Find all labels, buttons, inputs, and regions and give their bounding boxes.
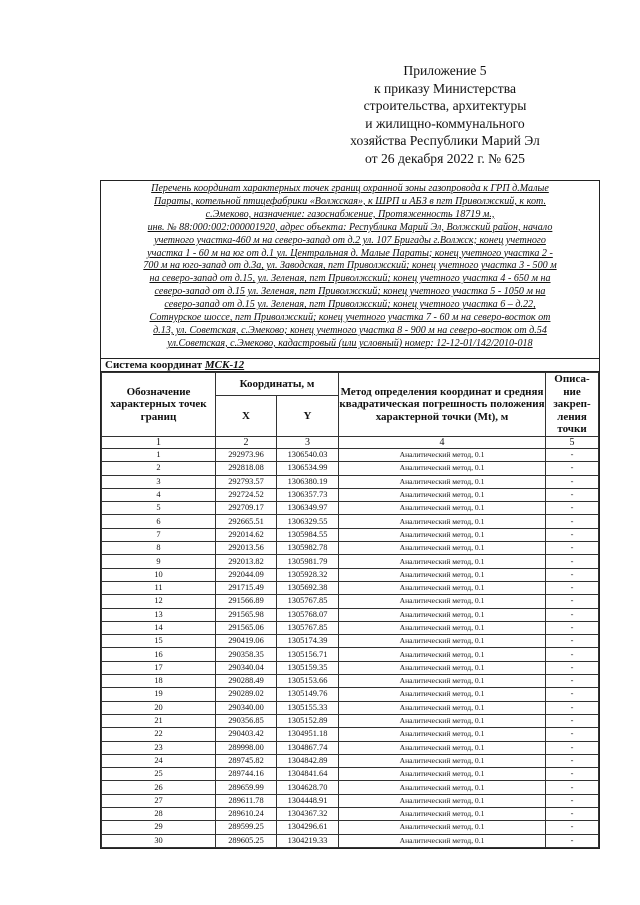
coord-y: 1304951.18: [277, 728, 339, 741]
point-number: 29: [102, 821, 216, 834]
table-row: [102, 781, 599, 794]
coord-y: 1306380.19: [277, 475, 339, 488]
coord-y: 1305767.85: [277, 595, 339, 608]
method-cell: Аналитический метод, 0.1: [339, 635, 546, 648]
method-cell: Аналитический метод, 0.1: [339, 781, 546, 794]
coordinates-table-body: [102, 449, 599, 848]
coordinate-system-value: МСК-12: [204, 359, 245, 371]
coord-y: 1306357.73: [277, 488, 339, 501]
point-number: 6: [102, 515, 216, 528]
coord-x: 289998.00: [216, 741, 277, 754]
coord-x: 290340.00: [216, 701, 277, 714]
coord-x: 292013.82: [216, 555, 277, 568]
column-number: 5: [546, 437, 599, 449]
coord-y: 1305152.89: [277, 714, 339, 727]
header-line: от 26 декабря 2022 г. № 625: [365, 150, 525, 166]
table-row: [102, 502, 599, 515]
description-line: д.13, ул. Советская, с.Эмеково; конец учетного участка 8 - 900 м на северо-восток от д.54: [153, 324, 547, 336]
coord-y: 1305155.33: [277, 701, 339, 714]
table-row: [102, 648, 599, 661]
coord-y: 1306349.97: [277, 502, 339, 515]
point-number: 25: [102, 768, 216, 781]
method-cell: Аналитический метод, 0.1: [339, 555, 546, 568]
method-cell: Аналитический метод, 0.1: [339, 608, 546, 621]
coord-y: 1305174.39: [277, 635, 339, 648]
point-number: 2: [102, 462, 216, 475]
coord-y: 1304367.32: [277, 808, 339, 821]
coord-x: 292013.56: [216, 542, 277, 555]
method-cell: Аналитический метод, 0.1: [339, 688, 546, 701]
point-description-cell: -: [546, 741, 599, 754]
header-x: X: [216, 396, 277, 437]
point-number: 23: [102, 741, 216, 754]
coord-x: 289659.99: [216, 781, 277, 794]
method-cell: Аналитический метод, 0.1: [339, 834, 546, 847]
point-number: 1: [102, 449, 216, 462]
point-number: 24: [102, 754, 216, 767]
point-description-cell: -: [546, 675, 599, 688]
coord-x: 289599.25: [216, 821, 277, 834]
point-description-cell: -: [546, 834, 599, 847]
coord-x: 291565.98: [216, 608, 277, 621]
coord-x: 289605.25: [216, 834, 277, 847]
point-number: 18: [102, 675, 216, 688]
table-row: [102, 635, 599, 648]
point-description-cell: -: [546, 701, 599, 714]
coord-x: 292665.51: [216, 515, 277, 528]
method-cell: Аналитический метод, 0.1: [339, 648, 546, 661]
table-row: [102, 834, 599, 847]
table-row: [102, 794, 599, 807]
table-row: [102, 595, 599, 608]
column-number: 3: [277, 437, 339, 449]
column-number: 2: [216, 437, 277, 449]
description-line: учетного участка-460 м на северо-запад от д.2 ул. 107 Бригады г.Волжск; конец учетного: [154, 234, 546, 246]
coord-y: 1304219.33: [277, 834, 339, 847]
method-cell: Аналитический метод, 0.1: [339, 794, 546, 807]
header-y: Y: [277, 396, 339, 437]
method-cell: Аналитический метод, 0.1: [339, 675, 546, 688]
point-description-cell: -: [546, 728, 599, 741]
method-cell: Аналитический метод, 0.1: [339, 475, 546, 488]
method-cell: Аналитический метод, 0.1: [339, 728, 546, 741]
method-cell: Аналитический метод, 0.1: [339, 502, 546, 515]
description-line: северо-запад от д.15 ул. Зеленая, пгт Приволжский; конец учетного участка 6 – д.22,: [164, 299, 536, 311]
coord-y: 1305982.78: [277, 542, 339, 555]
header-line: к приказу Министерства: [373, 80, 517, 96]
point-number: 30: [102, 834, 216, 847]
coord-x: 290340.04: [216, 661, 277, 674]
table-row: [102, 661, 599, 674]
description-line: Параты, котельной птицефабрики «Волжская», к ШРП и АБЗ в пгт Приволжский, к кот.: [154, 195, 546, 207]
coord-x: 290288.49: [216, 675, 277, 688]
point-description-cell: -: [546, 488, 599, 501]
coord-y: 1306540.03: [277, 449, 339, 462]
method-cell: Аналитический метод, 0.1: [339, 515, 546, 528]
coord-y: 1304867.74: [277, 741, 339, 754]
table-row: [102, 568, 599, 581]
coord-x: 291715.49: [216, 581, 277, 594]
table-row: [102, 714, 599, 727]
point-description-cell: -: [546, 621, 599, 634]
point-description-cell: -: [546, 555, 599, 568]
point-description-cell: -: [546, 502, 599, 515]
method-cell: Аналитический метод, 0.1: [339, 808, 546, 821]
description-line: ул.Советская, с.Эмеково, кадастровый (или условный) номер: 12-12-01/142/2010-018: [167, 337, 533, 349]
coord-x: 289744.16: [216, 768, 277, 781]
coordinate-system: [101, 359, 599, 372]
coord-x: 290356.85: [216, 714, 277, 727]
method-cell: Аналитический метод, 0.1: [339, 488, 546, 501]
point-number: 12: [102, 595, 216, 608]
table-row: [102, 542, 599, 555]
description-line: участка 1 - 60 м на юг от д.1 ул. Центральная д. Малые Параты; конец учетного участка 2 -: [147, 247, 553, 259]
appendix-header: [340, 62, 550, 168]
point-description-cell: -: [546, 515, 599, 528]
table-row: [102, 581, 599, 594]
point-number: 15: [102, 635, 216, 648]
coord-x: 290419.06: [216, 635, 277, 648]
header-method: Метод определения координат и средняя квадратическая погрешность положения характерной точки (Mt), м: [339, 373, 546, 437]
coord-y: 1306329.55: [277, 515, 339, 528]
coord-x: 290358.35: [216, 648, 277, 661]
point-description-cell: -: [546, 661, 599, 674]
point-description-cell: -: [546, 688, 599, 701]
point-number: 19: [102, 688, 216, 701]
point-number: 5: [102, 502, 216, 515]
coord-y: 1305984.55: [277, 528, 339, 541]
coord-y: 1305767.85: [277, 621, 339, 634]
point-number: 4: [102, 488, 216, 501]
point-description-cell: -: [546, 542, 599, 555]
table-row: [102, 488, 599, 501]
table-row: [102, 621, 599, 634]
description-line: северо-запад от д.15 ул. Зеленая, пгт Приволжский; конец учетного участка 5 - 1050 м на: [154, 286, 546, 298]
point-description-cell: -: [546, 821, 599, 834]
coord-x: 291565.06: [216, 621, 277, 634]
point-number: 28: [102, 808, 216, 821]
coord-y: 1305981.79: [277, 555, 339, 568]
table-row: [102, 528, 599, 541]
header-point-description: Описа-ние закреп-ления точки: [546, 373, 599, 437]
point-number: 13: [102, 608, 216, 621]
coord-x: 292709.17: [216, 502, 277, 515]
method-cell: Аналитический метод, 0.1: [339, 714, 546, 727]
coord-x: 292014.62: [216, 528, 277, 541]
coord-y: 1305149.76: [277, 688, 339, 701]
point-description-cell: -: [546, 781, 599, 794]
point-description-cell: -: [546, 808, 599, 821]
point-number: 20: [102, 701, 216, 714]
method-cell: Аналитический метод, 0.1: [339, 462, 546, 475]
point-description-cell: -: [546, 449, 599, 462]
method-cell: Аналитический метод, 0.1: [339, 621, 546, 634]
point-number: 16: [102, 648, 216, 661]
header-line: Приложение 5: [403, 63, 487, 78]
coord-x: 289611.78: [216, 794, 277, 807]
table-row: [102, 821, 599, 834]
description-line: Перечень координат характерных точек границ охранной зоны газопровода к ГРП д.Малые: [151, 183, 549, 194]
table-row: [102, 475, 599, 488]
method-cell: Аналитический метод, 0.1: [339, 595, 546, 608]
point-description-cell: -: [546, 581, 599, 594]
coord-x: 290403.42: [216, 728, 277, 741]
coord-x: 292973.96: [216, 449, 277, 462]
coord-y: 1305156.71: [277, 648, 339, 661]
point-description-cell: -: [546, 608, 599, 621]
coord-y: 1304842.89: [277, 754, 339, 767]
point-description-cell: -: [546, 528, 599, 541]
coord-y: 1304841.64: [277, 768, 339, 781]
description-line: Сотнурское шоссе, пгт Приволжский; конец учетного участка 7 - 60 м на северо-восток от: [149, 312, 551, 324]
coord-x: 289745.82: [216, 754, 277, 767]
table-row: [102, 462, 599, 475]
table-row: [102, 741, 599, 754]
point-description-cell: -: [546, 714, 599, 727]
point-description-cell: -: [546, 635, 599, 648]
method-cell: Аналитический метод, 0.1: [339, 741, 546, 754]
point-description-cell: -: [546, 595, 599, 608]
method-cell: Аналитический метод, 0.1: [339, 701, 546, 714]
point-description-cell: -: [546, 648, 599, 661]
method-cell: Аналитический метод, 0.1: [339, 581, 546, 594]
table-row: [102, 515, 599, 528]
description-line: с.Эмеково, назначение: газоснабжение, Протяженность 18719 м.,: [205, 208, 495, 220]
coord-x: 292793.57: [216, 475, 277, 488]
point-number: 10: [102, 568, 216, 581]
coord-y: 1305153.66: [277, 675, 339, 688]
point-number: 22: [102, 728, 216, 741]
coord-x: 292044.09: [216, 568, 277, 581]
description-line: инв. № 88:000:002:000001920, адрес объекта: Республика Марий Эл, Волжский район, начало: [147, 221, 553, 233]
method-cell: Аналитический метод, 0.1: [339, 661, 546, 674]
point-number: 11: [102, 581, 216, 594]
point-description-cell: -: [546, 754, 599, 767]
description-line: на северо-запад от д.15, ул. Зеленая, пгт Приволжский; конец учетного участка 4 - 650 м на: [149, 273, 551, 285]
table-row: [102, 675, 599, 688]
table-row: [102, 754, 599, 767]
coord-y: 1305159.35: [277, 661, 339, 674]
method-cell: Аналитический метод, 0.1: [339, 821, 546, 834]
coord-y: 1305928.32: [277, 568, 339, 581]
method-cell: Аналитический метод, 0.1: [339, 768, 546, 781]
method-cell: Аналитический метод, 0.1: [339, 449, 546, 462]
coord-x: 291566.89: [216, 595, 277, 608]
point-number: 9: [102, 555, 216, 568]
point-number: 17: [102, 661, 216, 674]
coord-x: 292818.08: [216, 462, 277, 475]
table-row: [102, 449, 599, 462]
header-line: хозяйства Республики Марий Эл: [350, 133, 540, 149]
point-number: 21: [102, 714, 216, 727]
coord-y: 1304628.70: [277, 781, 339, 794]
coord-y: 1305692.38: [277, 581, 339, 594]
method-cell: Аналитический метод, 0.1: [339, 568, 546, 581]
table-row: [102, 701, 599, 714]
table-row: [102, 768, 599, 781]
point-description-cell: -: [546, 462, 599, 475]
point-description-cell: -: [546, 475, 599, 488]
table-row: [102, 555, 599, 568]
method-cell: Аналитический метод, 0.1: [339, 528, 546, 541]
coord-x: 289610.24: [216, 808, 277, 821]
point-number: 7: [102, 528, 216, 541]
point-number: 14: [102, 621, 216, 634]
method-cell: Аналитический метод, 0.1: [339, 542, 546, 555]
column-number: 1: [102, 437, 216, 449]
coordinates-document: [100, 180, 600, 849]
point-number: 26: [102, 781, 216, 794]
coordinates-table: [101, 372, 599, 848]
header-line: и жилищно-коммунального: [365, 115, 525, 131]
object-description: [101, 181, 599, 359]
coord-x: 290289.02: [216, 688, 277, 701]
point-number: 27: [102, 794, 216, 807]
coord-x: 292724.52: [216, 488, 277, 501]
point-number: 3: [102, 475, 216, 488]
coord-y: 1304448.91: [277, 794, 339, 807]
method-cell: Аналитический метод, 0.1: [339, 754, 546, 767]
table-row: [102, 608, 599, 621]
header-coordinates: Координаты, м: [216, 373, 339, 396]
table-row: [102, 808, 599, 821]
column-number: 4: [339, 437, 546, 449]
coord-y: 1304296.61: [277, 821, 339, 834]
point-description-cell: -: [546, 768, 599, 781]
point-description-cell: -: [546, 794, 599, 807]
coord-y: 1306534.99: [277, 462, 339, 475]
point-description-cell: -: [546, 568, 599, 581]
header-line: строительства, архитектуры: [363, 98, 527, 114]
point-number: 8: [102, 542, 216, 555]
table-row: [102, 728, 599, 741]
table-row: [102, 688, 599, 701]
coordinate-system-label: Система координат: [105, 359, 203, 371]
coord-y: 1305768.07: [277, 608, 339, 621]
description-line: 700 м на юго-запад от д.3а, ул. Заводская, пгт Приволжский; конец учетного участка 3 - 500 м: [143, 260, 557, 272]
header-designation: Обозначение характерных точек границ: [102, 373, 216, 437]
